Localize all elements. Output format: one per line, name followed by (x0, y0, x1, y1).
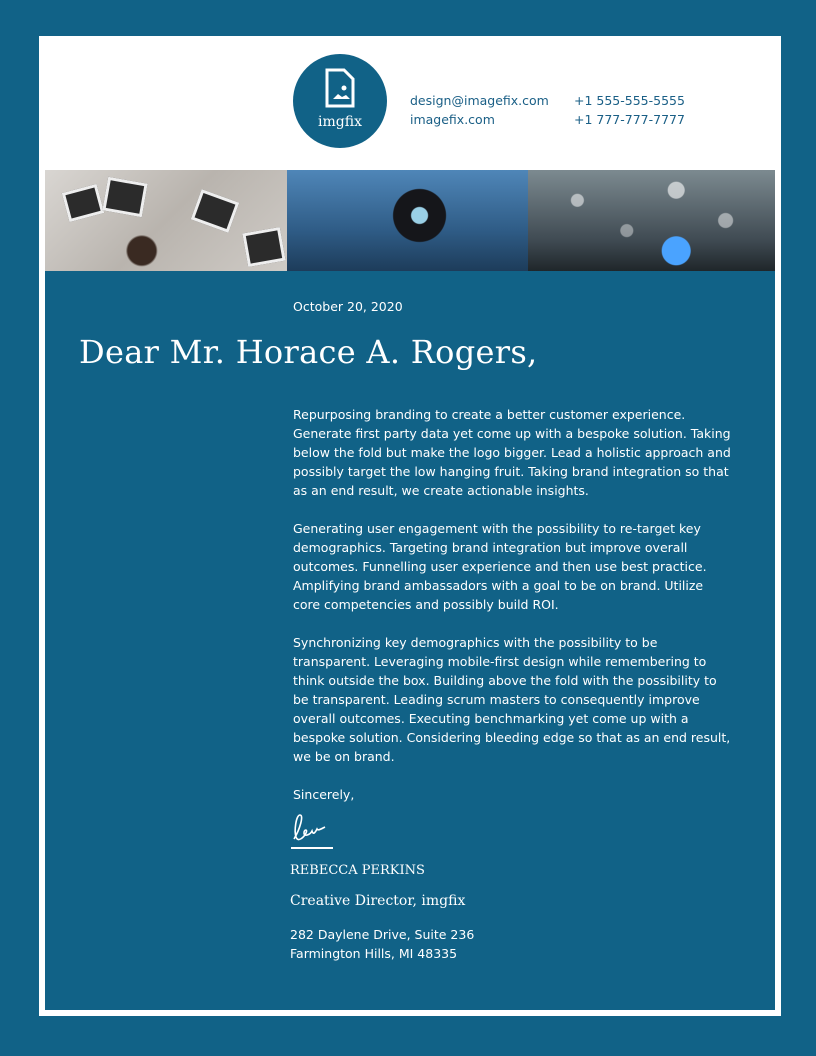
address-line-1: 282 Daylene Drive, Suite 236 (290, 927, 475, 942)
photo-bokeh (528, 170, 775, 271)
photo-polaroids (45, 170, 287, 271)
letter-body (45, 271, 775, 1010)
paragraph-2: Generating user engagement with the possibility to re-target key demographics. Targeting brand integration but improve overall outcomes. Funnelling user experience and then use best practice. Amplifying brand ambassadors with a goal to be on brand. Utilize core competencies and possibly build ROI. (293, 521, 707, 612)
phone-1: +1 555-555-5555 (574, 93, 685, 108)
photo-lens (287, 170, 528, 271)
logo (293, 54, 387, 148)
letter-date: October 20, 2020 (293, 299, 403, 314)
greeting: Dear Mr. Horace A. Rogers, (79, 333, 538, 371)
signer-title: Creative Director, imgfix (290, 893, 466, 909)
paragraph-1: Repurposing branding to create a better customer experience. Generate first party data yet come up with a bespoke solution. Taking below the fold but make the logo bigger. Lead a holistic approach and possibly target the low hanging fruit. Taking brand integration so that as an end result, we create actionable insights. (293, 407, 731, 498)
contact-phones (574, 91, 685, 129)
email-link[interactable]: design@imagefix.com (410, 93, 549, 108)
paragraph-3: Synchronizing key demographics with the possibility to be transparent. Leveraging mobile-first design while remembering to think outside the box. Building above the fold with the possibility to be transparent. Leading scrum masters to consequently improve overall outcomes. Executing benchmarking yet come up with a bespoke solution. Considering bleeding edge so that as an end result, we be on brand. (293, 635, 731, 764)
signer-name: REBECCA PERKINS (290, 863, 425, 878)
image-file-icon (325, 68, 355, 108)
website-link[interactable]: imagefix.com (410, 112, 495, 127)
signer-address (290, 925, 474, 963)
closing: Sincerely, (293, 787, 355, 802)
address-line-2: Farmington Hills, MI 48335 (290, 946, 458, 961)
photo-strip (45, 170, 775, 271)
phone-2: +1 777-777-7777 (574, 112, 685, 127)
logo-text: imgfix (318, 114, 362, 130)
signature (290, 811, 336, 851)
contact-web (410, 91, 549, 129)
